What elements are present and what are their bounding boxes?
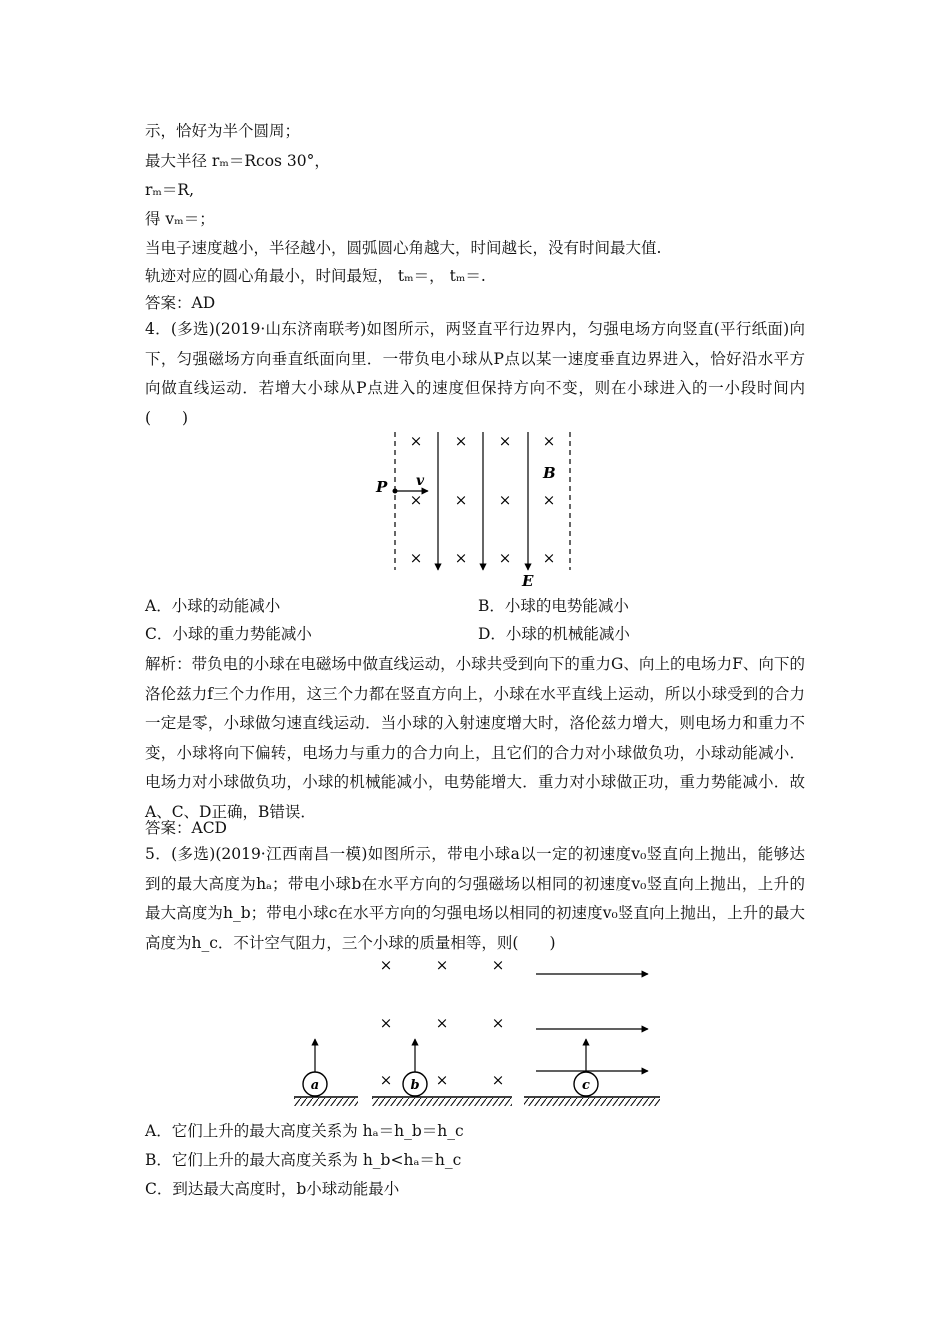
cross-mark: × xyxy=(379,1014,393,1032)
cross-mark: × xyxy=(498,432,512,450)
cross-mark: × xyxy=(409,432,423,450)
cross-mark: × xyxy=(435,1014,449,1032)
cross-mark: × xyxy=(498,491,512,509)
ground-hatch xyxy=(372,1098,512,1106)
option-b: B．小球的电势能减小 xyxy=(478,597,629,615)
ball-b-label: b xyxy=(410,1078,420,1093)
text-line: 得 vₘ＝； xyxy=(145,210,215,228)
cross-mark: × xyxy=(379,956,393,974)
question-4-analysis: 解析：带负电的小球在电磁场中做直线运动，小球共受到向下的重力G、向上的电场力F、向下的洛伦兹力f三个力作用，这三个力都在竖直方向上，小球在水平直线上运动，所以小球受到的合力一定是零，小球做匀速直线运动．当小球的入射速度增大时，洛伦兹力增大，则电场力和重力不变，小球将向下偏转，电场力与重力的合力向上，且它们的合力对小球做负功，小球动能减小．电场力对小球做负功，小球的机械能减小，电势能增大．重力对小球做正功，重力势能减小．故A、C、D正确，B错误． xyxy=(145,655,805,821)
cross-mark: × xyxy=(435,1071,449,1089)
answer-line: 答案：ACD xyxy=(145,819,227,837)
question-4-figure xyxy=(370,430,600,590)
cross-mark: × xyxy=(409,491,423,509)
label-v: v xyxy=(416,473,425,489)
question-5-figure xyxy=(288,955,668,1110)
question-5-stem: 5．(多选)(2019·江西南昌一模)如图所示，带电小球a以一定的初速度v₀竖直向上抛出，能够达到的最大高度为hₐ；带电小球b在水平方向的匀强磁场以相同的初速度v₀竖直向上抛出，上升的最大高度为h_b；带电小球c在水平方向的匀强电场以相同的初速度v₀竖直向上抛出，上升的最大高度为h_c．不计空气阻力，三个小球的质量相等，则( ) xyxy=(145,845,805,952)
text-line: rₘ＝R, xyxy=(145,181,195,199)
text-line: 当电子速度越小，半径越小，圆弧圆心角越大，时间越长，没有时间最大值. xyxy=(145,239,662,257)
option-a: A．它们上升的最大高度关系为 hₐ＝h_b＝h_c xyxy=(145,1122,464,1140)
cross-mark: × xyxy=(491,1071,505,1089)
ground-hatch xyxy=(294,1098,358,1106)
label-p: P xyxy=(376,478,388,496)
question-4-stem: 4．(多选)(2019·山东济南联考)如图所示，两竖直平行边界内，匀强电场方向竖直(平行纸面)向下，匀强磁场方向垂直纸面向里．一带负电小球从P点以某一速度垂直边界进入，恰好沿水平方向做直线运动．若增大小球从P点进入的速度但保持方向不变，则在小球进入的一小段时间内( ) xyxy=(145,320,805,427)
ground-hatch xyxy=(524,1098,660,1106)
cross-mark: × xyxy=(542,432,556,450)
option-c: C．小球的重力势能减小 xyxy=(145,625,312,643)
option-c: C．到达最大高度时，b小球动能最小 xyxy=(145,1180,400,1198)
text-line: 最大半径 rₘ＝Rcos 30°， xyxy=(145,152,330,170)
text-line: 轨迹对应的圆心角最小，时间最短， tₘ＝， tₘ＝. xyxy=(145,267,486,285)
label-e: E xyxy=(522,572,534,590)
cross-mark: × xyxy=(409,549,423,567)
cross-mark: × xyxy=(542,491,556,509)
ball-a-label: a xyxy=(310,1078,320,1093)
label-b: B xyxy=(543,464,556,482)
option-b: B．它们上升的最大高度关系为 h_b<hₐ＝h_c xyxy=(145,1151,462,1169)
option-a: A．小球的动能减小 xyxy=(145,597,281,615)
cross-mark: × xyxy=(491,956,505,974)
cross-mark: × xyxy=(379,1071,393,1089)
cross-mark: × xyxy=(454,491,468,509)
answer-line: 答案：AD xyxy=(145,294,216,312)
ball-c-label: c xyxy=(582,1078,590,1093)
text-line: 示，恰好为半个圆周； xyxy=(145,122,301,140)
cross-mark: × xyxy=(454,432,468,450)
cross-mark: × xyxy=(454,549,468,567)
option-d: D．小球的机械能减小 xyxy=(478,625,630,643)
cross-mark: × xyxy=(542,549,556,567)
cross-mark: × xyxy=(435,956,449,974)
cross-mark: × xyxy=(491,1014,505,1032)
cross-mark: × xyxy=(498,549,512,567)
